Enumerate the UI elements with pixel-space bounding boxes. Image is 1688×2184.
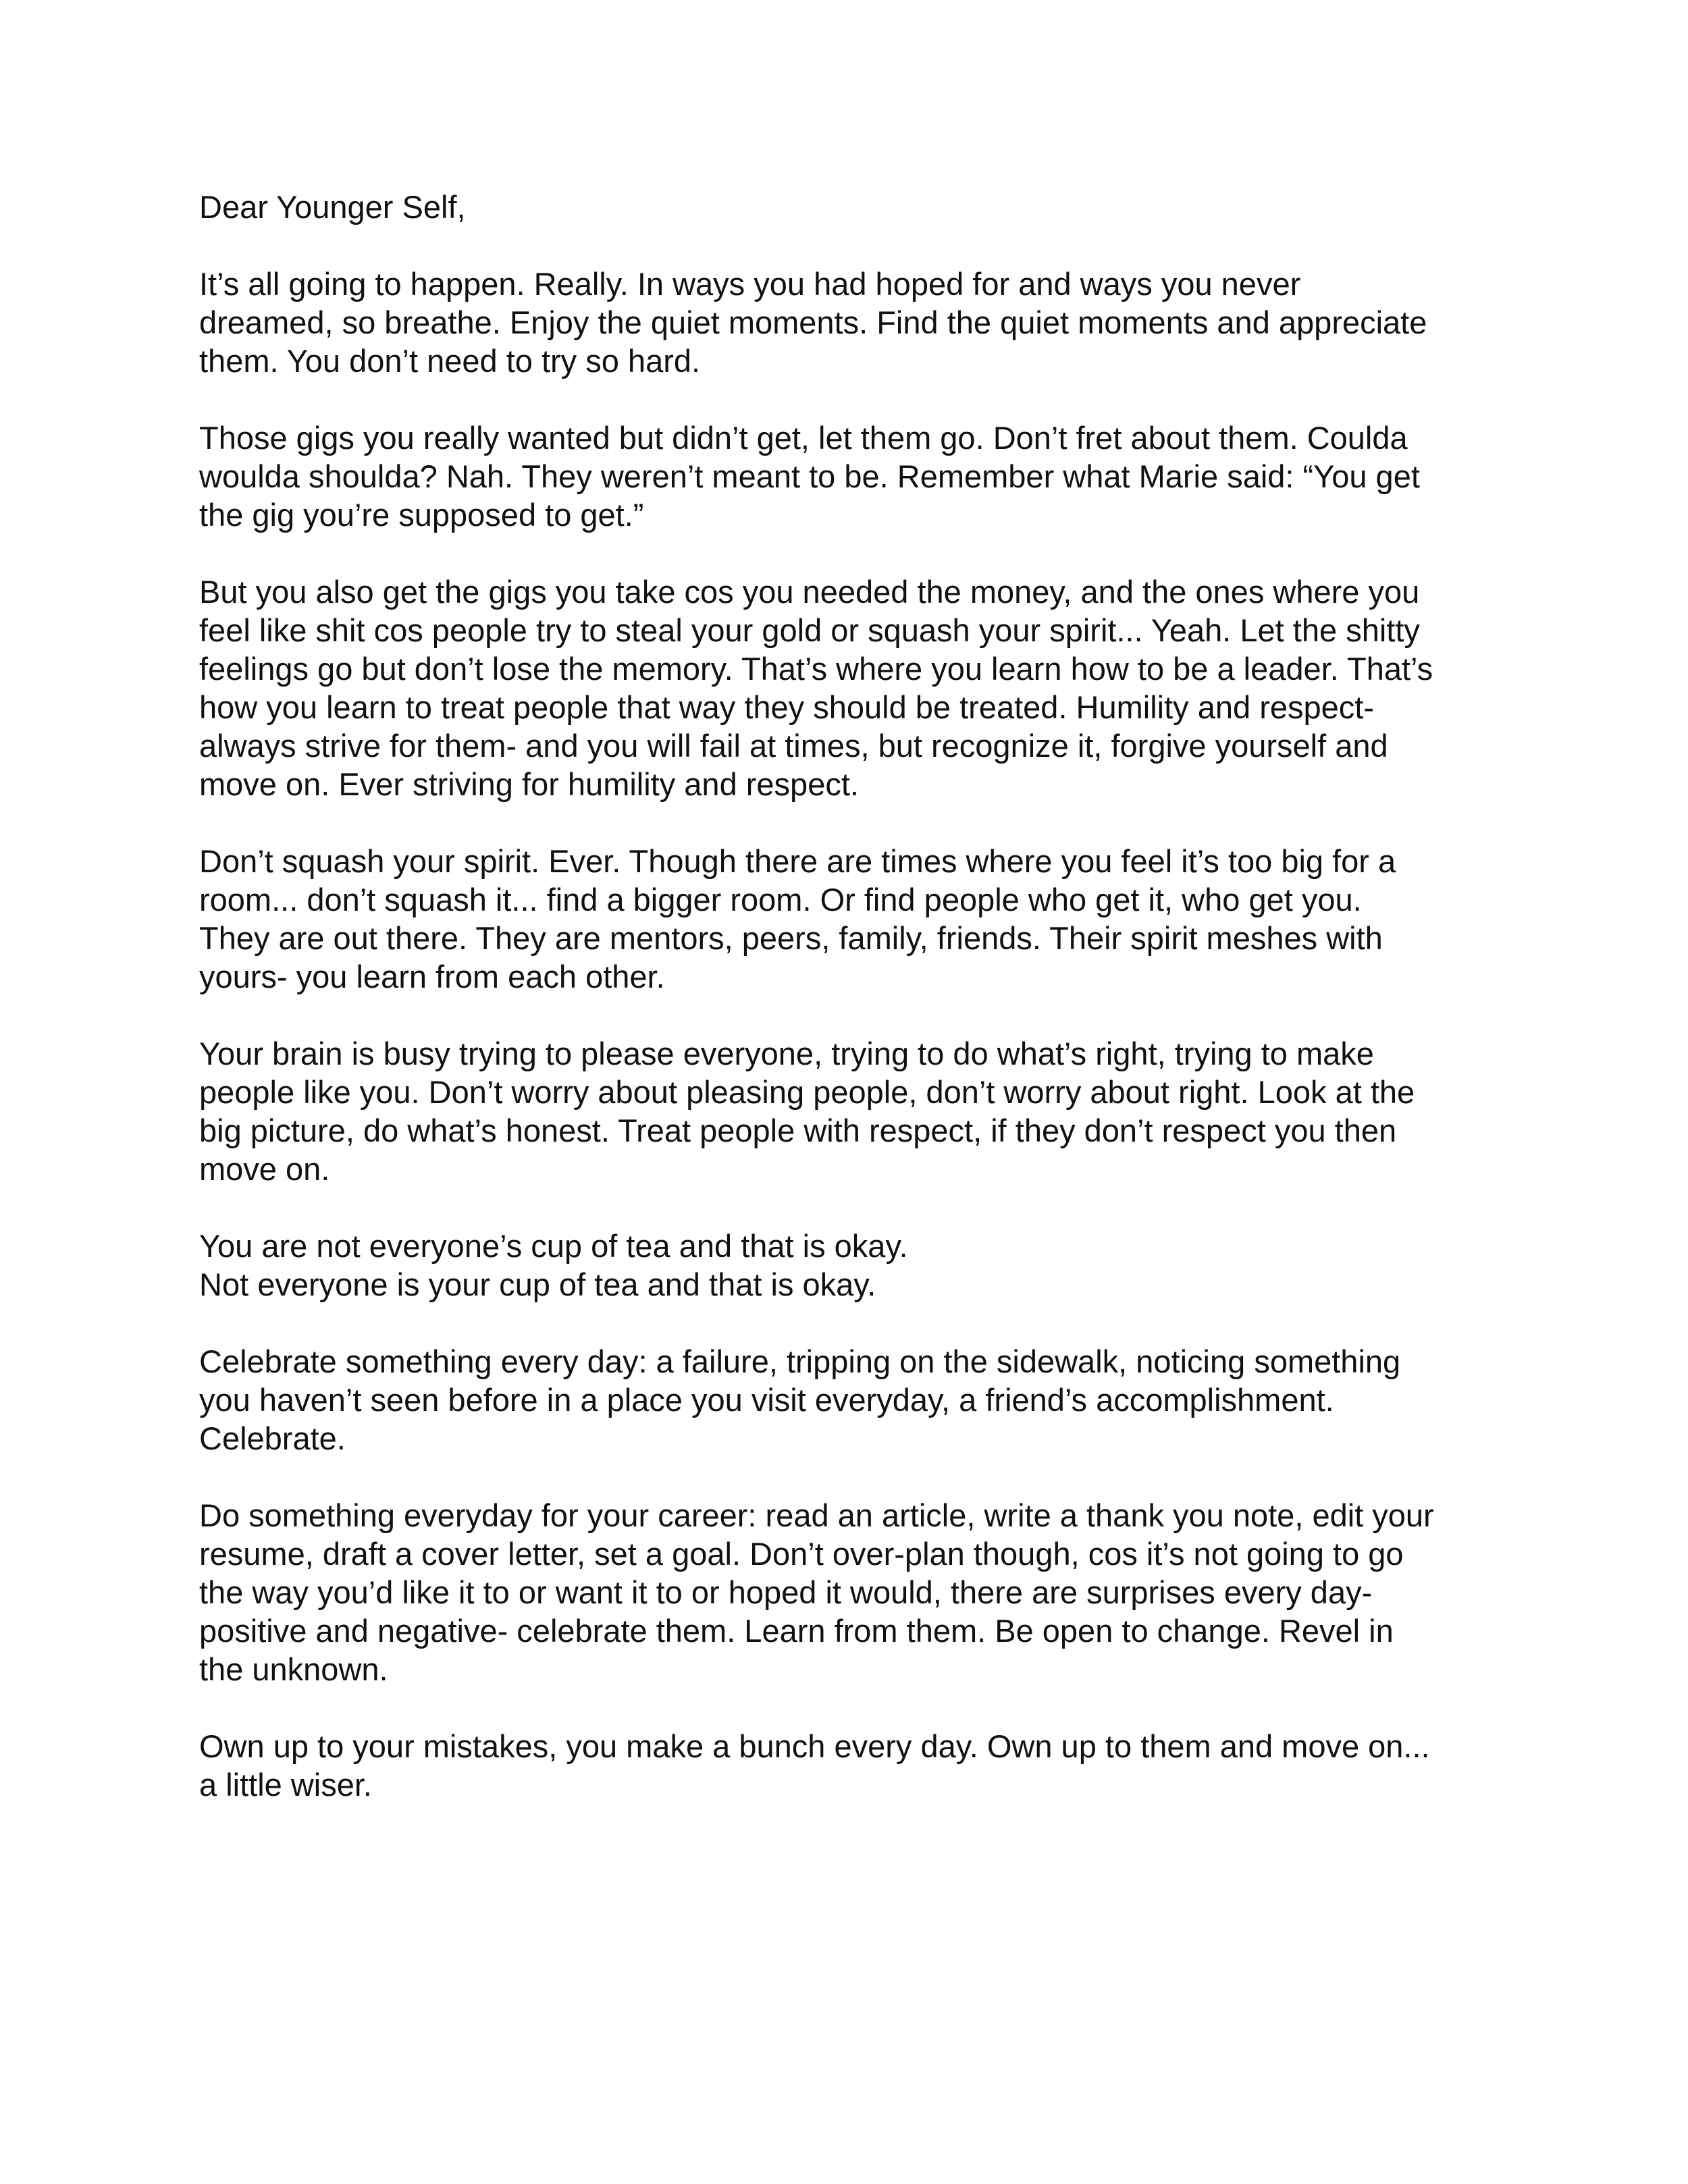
paragraph: Don’t squash your spirit. Ever. Though there are times where you feel it’s too big for a room... don’t squash it... find a bigger room. Or find people who get it, who get you. They are out there. They are mentors, peers, family, friends. Their spirit meshes with yours- you learn from each other. <box>199 843 1396 994</box>
paragraph: It’s all going to happen. Really. In ways you had hoped for and ways you never dreamed, so breathe. Enjoy the quiet moments. Find the quiet moments and appreciate them. You don’t need to try so hard. <box>199 266 1427 379</box>
paragraph: You are not everyone’s cup of tea and that is okay. Not everyone is your cup of tea and that is okay. <box>199 1228 908 1302</box>
paragraph: Those gigs you really wanted but didn’t get, let them go. Don’t fret about them. Coulda woulda shoulda? Nah. They weren’t meant to be. Remember what Marie said: “You get the gig you’re supposed to get.” <box>199 420 1420 533</box>
paragraph: Own up to your mistakes, you make a bunch every day. Own up to them and move on... a little wiser. <box>199 1728 1430 1803</box>
paragraph: Do something everyday for your career: read an article, write a thank you note, edit your resume, draft a cover letter, set a goal. Don’t over-plan though, cos it’s not going to go the way you’d like it to or want it to or hoped it would, there are surprises every day- positive and negative- celebrate them. Learn from them. Be open to change. Revel in the unknown. <box>199 1497 1434 1687</box>
salutation: Dear Younger Self, <box>199 189 466 225</box>
paragraph: Your brain is busy trying to please everyone, trying to do what’s right, trying to make people like you. Don’t worry about pleasing people, don’t worry about right. Look at the big picture, do what’s honest. Treat people with respect, if they don’t respect you then move on. <box>199 1036 1415 1187</box>
paragraph: But you also get the gigs you take cos you needed the money, and the ones where you feel like shit cos people try to steal your gold or squash your spirit... Yeah. Let the shitty feelings go but don’t lose the memory. That’s where you learn how to be a leader. That’s how you learn to treat people that way they should be treated. Humility and respect- always strive for them- and you will fail at times, but recognize it, forgive yourself and move on. Ever striving for humility and respect. <box>199 574 1433 802</box>
paragraph: Celebrate something every day: a failure, tripping on the sidewalk, noticing something you haven’t seen before in a place you visit everyday, a friend’s accomplishment. Celebrate. <box>199 1343 1401 1456</box>
letter-body <box>199 188 1523 1842</box>
